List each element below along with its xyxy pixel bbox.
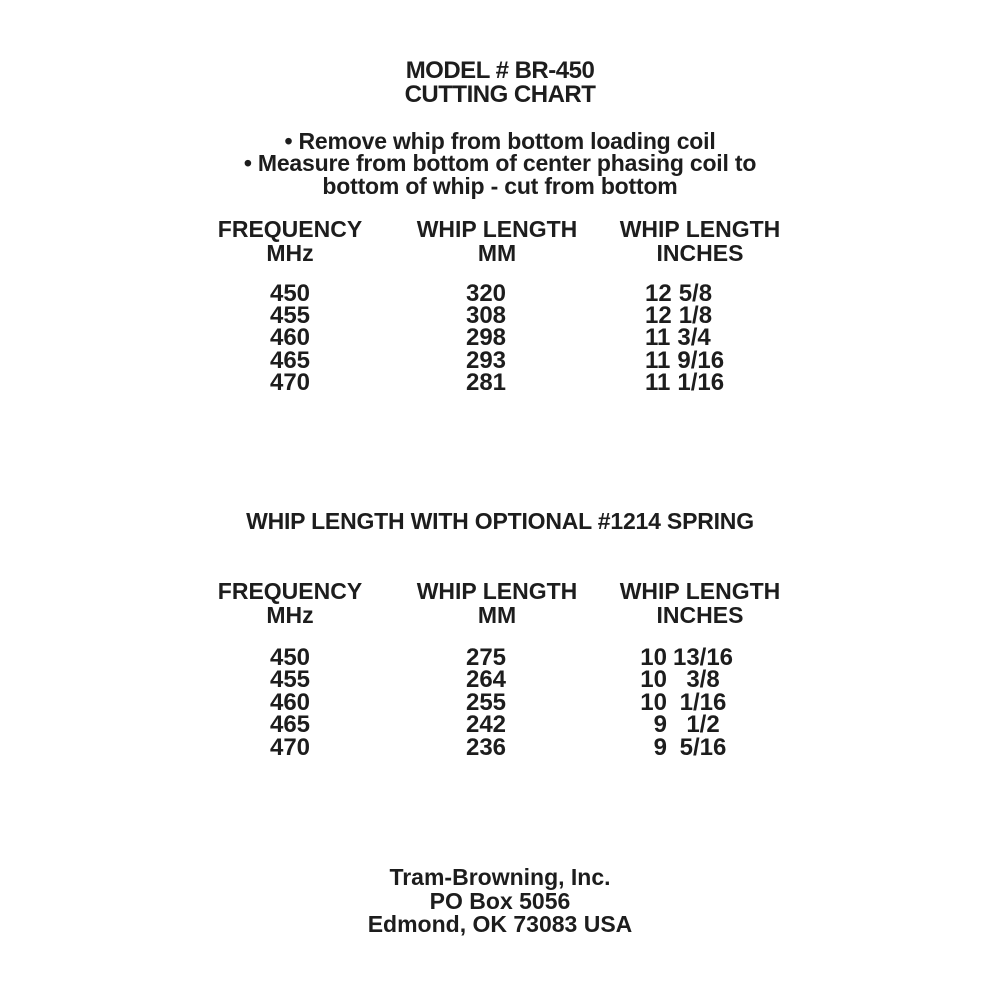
table-header-row [190,218,810,265]
table-body [190,644,810,761]
instruction-line-3: bottom of whip - cut from bottom [322,172,678,199]
column-header-line: WHIP LENGTH [619,578,781,604]
frequency-mhz-value: 450 [269,644,311,671]
inches-fraction: 3/8 [686,666,720,694]
company-address [0,866,1000,937]
column-header-line: WHIP LENGTH [619,216,781,242]
city-state-zip: Edmond, OK 73083 USA [367,911,633,937]
instruction-line-1: • Remove whip from bottom loading coil [284,128,716,154]
frequency-mhz-value: 465 [269,346,311,374]
table-header-row [190,580,810,627]
inches-fraction: 5/8 [678,279,713,307]
column-header-whip-length-mm [397,580,597,627]
column-header-line: WHIP LENGTH [416,578,578,604]
table-row [190,369,810,397]
table-row [190,733,810,761]
instruction-line-2: • Measure from bottom of center phasing coil to [243,150,757,177]
inches-fraction: 3/4 [677,324,711,352]
frequency-mhz-value: 465 [269,711,311,739]
inches-fraction: 5/16 [679,733,727,761]
inches-whole-number: 10 [640,666,667,694]
whip-length-mm-value: 293 [465,346,507,374]
column-header-line: FREQUENCY [217,578,363,604]
whip-length-mm-value: 320 [465,279,507,307]
whip-length-mm-value: 298 [465,324,507,352]
inches-whole-number: 9 [653,711,667,739]
table-body [190,279,810,397]
inches-whole-number: 12 [645,279,672,307]
whip-length-inches-value [590,733,810,761]
inches-whole-number: 11 [645,324,671,352]
inches-whole-number: 11 [645,346,671,374]
inches-fraction: 1/8 [678,301,713,329]
frequency-mhz-value: 460 [269,688,311,716]
company-name: Tram-Browning, Inc. [389,864,611,890]
instructions [0,130,1000,197]
chart-title: CUTTING CHART [404,80,596,108]
frequency-mhz-value: 455 [269,666,311,694]
inches-whole-number: 9 [653,733,667,761]
column-header-line: MM [477,601,517,628]
inches-whole-number: 11 [645,369,671,397]
po-box: PO Box 5056 [429,887,571,914]
frequency-mhz-value: 460 [269,324,311,352]
inches-fraction: 1/2 [686,711,720,739]
column-header-line: WHIP LENGTH [416,216,578,242]
column-header-whip-length-inches [590,218,810,265]
frequency-mhz-value: 470 [269,733,311,761]
inches-fraction: 1/16 [677,369,725,397]
inches-fraction: 13/16 [672,644,734,671]
whip-length-mm-value: 308 [465,301,507,329]
column-header-whip-length-mm [397,218,597,265]
cutting-table-with-spring [190,580,810,759]
frequency-mhz-value: 470 [269,369,311,397]
whip-length-mm-value: 236 [465,733,507,761]
whip-length-mm-value: 255 [465,688,507,716]
whip-length-mm-value: 264 [465,666,507,694]
page-title [0,59,1000,106]
inches-fraction: 1/16 [679,688,727,716]
frequency-mhz-value: 450 [269,279,311,307]
whip-length-mm-value: 242 [465,711,507,739]
inches-whole-number: 10 [640,688,667,716]
whip-length-inches-value [590,369,810,397]
cutting-table-standard [190,218,810,395]
column-header-whip-length-inches [590,580,810,627]
whip-length-mm-value: 275 [465,644,507,671]
whip-length-mm-value: 281 [465,369,507,397]
spring-section-heading: WHIP LENGTH WITH OPTIONAL #1214 SPRING [246,508,754,534]
column-header-line: MHz [266,601,314,628]
column-header-line: FREQUENCY [217,216,363,242]
inches-whole-number: 12 [645,301,672,329]
inches-fraction: 9/16 [677,346,725,374]
inches-whole-number: 10 [640,644,667,671]
column-header-line: MM [477,239,517,266]
column-header-line: INCHES [656,601,744,628]
column-header-line: INCHES [656,239,744,266]
column-header-frequency [190,218,390,265]
column-header-frequency [190,580,390,627]
frequency-mhz-value: 455 [269,301,311,329]
model-number: MODEL # BR-450 [405,57,595,84]
column-header-line: MHz [266,239,314,266]
